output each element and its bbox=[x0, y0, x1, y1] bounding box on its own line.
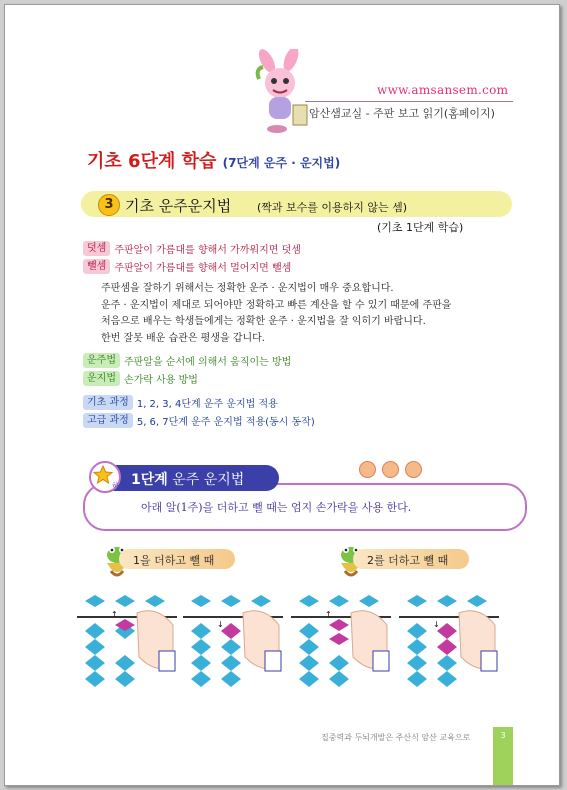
method-tag: 운주법 bbox=[83, 353, 120, 368]
svg-text:↑: ↑ bbox=[111, 610, 118, 619]
smiley-face-icon bbox=[405, 461, 422, 478]
site-url: www.amsansem.com bbox=[377, 83, 509, 97]
course-desc: 1, 2, 3, 4단계 운주 운지법 적용 bbox=[136, 398, 278, 410]
paragraph-line: 처음으로 배우는 학생들에게는 정확한 운주 · 운지법을 잘 익히기 바랍니다. bbox=[101, 316, 426, 327]
method-row bbox=[83, 351, 291, 369]
smiley-face-icon bbox=[359, 461, 376, 478]
course-tag: 기초 과정 bbox=[83, 395, 133, 410]
page-title bbox=[87, 147, 340, 173]
step-label-big: 1단계 bbox=[131, 472, 168, 488]
page-subtitle: 암산샘교실 - 주판 보고 읽기(홈페이지) bbox=[309, 107, 495, 120]
page-number: 3 bbox=[500, 731, 506, 740]
abacus-thumb-illustration bbox=[399, 595, 499, 695]
course-tag: 고급 과정 bbox=[83, 413, 133, 428]
case-label: 1을 더하고 뺄 때 bbox=[133, 554, 215, 567]
section-level: (기초 1단계 학습) bbox=[377, 221, 464, 234]
svg-text:↑: ↑ bbox=[325, 610, 332, 619]
term-desc: 주판알이 가름대를 향해서 가까워지면 덧셈 bbox=[114, 244, 301, 256]
method-row bbox=[83, 369, 291, 387]
svg-text:↓: ↓ bbox=[217, 620, 224, 629]
term-row bbox=[83, 239, 301, 257]
term-row bbox=[83, 257, 301, 275]
face-decorations bbox=[359, 461, 428, 482]
abacus-thumb-illustration bbox=[183, 595, 283, 695]
term-tag: 뺄셈 bbox=[83, 259, 110, 274]
method-tag: 운지법 bbox=[83, 371, 120, 386]
page-title-main: 기초 6단계 학습 bbox=[87, 151, 217, 172]
step-label bbox=[131, 469, 244, 489]
paragraph-line: 한번 잘못 배운 습관은 평생을 갑니다. bbox=[101, 332, 265, 344]
method-desc: 손가락 사용 방법 bbox=[123, 374, 198, 386]
term-tag: 덧셈 bbox=[83, 241, 110, 256]
section-title: 기초 운주운지법 bbox=[125, 197, 232, 215]
section-number-badge: 3 bbox=[98, 194, 120, 216]
star-badge-icon bbox=[89, 461, 121, 493]
smiley-face-icon bbox=[382, 461, 399, 478]
abacus-thumb-illustration bbox=[291, 595, 391, 695]
step-label-rest: 운주 운지법 bbox=[172, 472, 245, 488]
course-row bbox=[83, 393, 315, 411]
rabbit-mascot-icon bbox=[253, 49, 315, 137]
svg-text:↓: ↓ bbox=[433, 620, 440, 629]
case-label: 2를 더하고 뺄 때 bbox=[367, 554, 449, 567]
method-list bbox=[83, 351, 291, 387]
course-list bbox=[83, 393, 315, 429]
section-note: (짝과 보수를 이용하지 않는 셈) bbox=[257, 201, 408, 214]
course-row bbox=[83, 411, 315, 429]
term-desc: 주판알이 가름대를 향해서 멀어지면 뺄셈 bbox=[114, 262, 292, 274]
step-description: 아래 알(1주)을 더하고 뺄 때는 엄지 손가락을 사용 한다. bbox=[141, 501, 412, 514]
footer-slogan: 집중력과 두뇌개발은 주산식 암산 교육으로 bbox=[321, 733, 471, 742]
course-desc: 5, 6, 7단계 운주 운지법 적용(동시 동작) bbox=[136, 416, 315, 428]
method-desc: 주판알을 순서에 의해서 움직이는 방법 bbox=[123, 356, 292, 368]
header-divider bbox=[305, 101, 513, 102]
intro-paragraph bbox=[101, 281, 521, 347]
abacus-thumb-illustration bbox=[77, 595, 177, 695]
star-badge-text: 하 bbox=[112, 482, 119, 490]
term-list bbox=[83, 239, 301, 275]
page-title-sub: (7단계 운주 · 운지법) bbox=[222, 156, 341, 170]
paragraph-line: 주판셈을 잘하기 위해서는 정확한 운주 · 운지법이 매우 중요합니다. bbox=[101, 283, 394, 294]
paragraph-line: 운주 · 운지법이 제대로 되어야만 정확하고 빠른 계산을 할 수 있기 때문에 주판을 bbox=[101, 299, 452, 311]
workbook-page bbox=[4, 4, 560, 786]
